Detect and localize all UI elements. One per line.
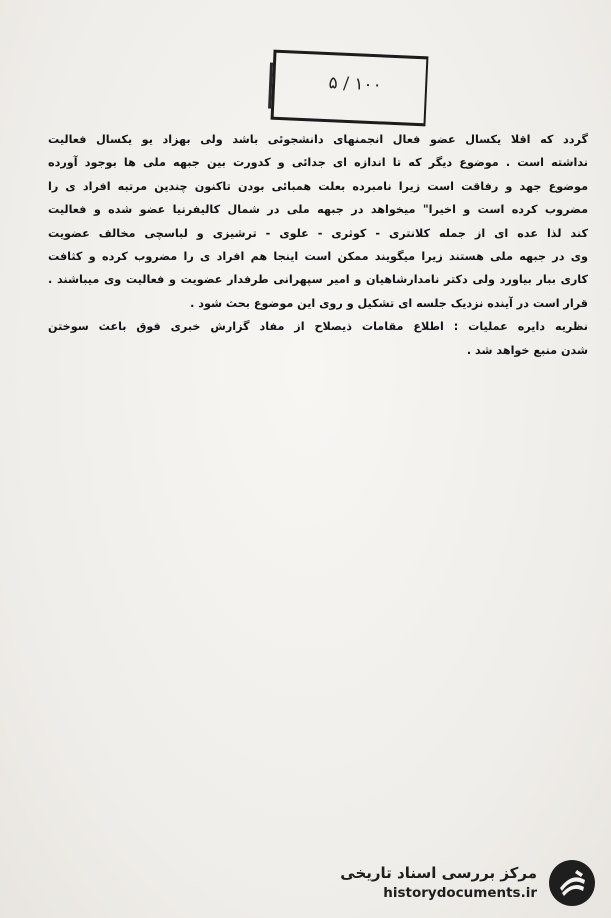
archive-watermark [340,858,597,908]
body-line: قرار است در آینده نزدیک جلسه ای تشکیل و روی این موضوع بحث شود . [190,296,588,310]
archive-name: مرکز بررسی اسناد تاریخی [340,864,537,882]
document-stamp [271,50,429,127]
body-line: گردد که اقلا یکسال عضو فعال انجمنهای دانشجوئی باشد ولی بهزاد یو یکسال فعالیت [48,133,588,146]
stamp-text: ۱۰۰ / ۵ [328,73,383,96]
body-line: نداشته است . موضوع دیگر که تا اندازه ای جدائی و کدورت بین جبهه ملی ها بوجود آورده [48,156,588,170]
archive-url: historydocuments.ir [383,885,537,901]
book-emblem-icon [547,858,597,908]
body-line: کاری ببار بیاورد ولی دکتر نامدارشاهیان و امیر سپهرانی طرفدار عضویت و فعالیت وی میباشند . [48,273,588,287]
body-line: موضوع جهد و رفاقت است زیرا نامبرده بعلت همبائی بودن تاکنون چندین مرتبه افراد ی را [48,179,588,193]
body-line: نظریه دایره عملیات : اطلاع مقامات ذیصلاح از مفاد گزارش خبری فوق باعث سوختن [48,320,588,334]
body-line: مضروب کرده است و اخیرا" میخواهد در جبهه ملی در شمال کالیفرنیا عضو شده و فعالیت [48,203,588,217]
document-body [48,128,588,362]
body-line: وی در جبهه ملی هستند زیرا میگویند ممکن است اینجا هم افراد ی را مضروب کرده و کثافت [48,250,588,264]
body-line: شدن منبع خواهد شد . [466,343,588,357]
body-line: کند لذا عده ای از جمله کلانتری - کوثری - علوی - ترشیزی و لباسچی مخالف عضویت [48,226,588,240]
